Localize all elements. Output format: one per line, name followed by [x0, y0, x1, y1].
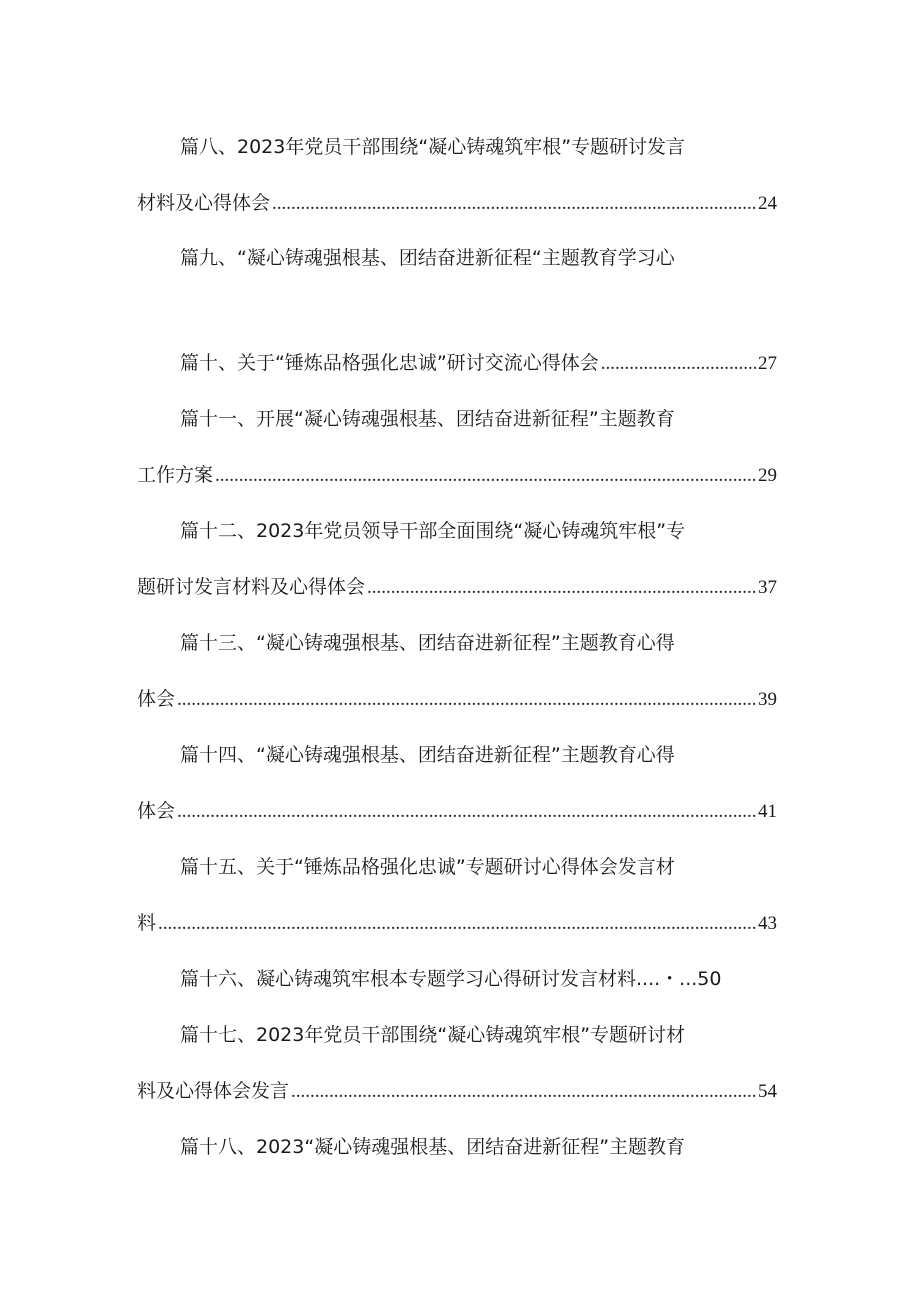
toc-leader-dots [601, 347, 756, 381]
toc-entry-17[interactable] [137, 1074, 777, 1108]
toc-line-14-title [180, 738, 777, 772]
toc-page-number: 41 [758, 801, 777, 822]
toc-leader-dots [367, 571, 756, 605]
toc-leader-dots [177, 795, 756, 829]
toc-page-number: 39 [758, 689, 777, 710]
toc-text: 篇十一、开展“凝心铸魂强根基、团结奋进新征程”主题教育 [180, 408, 675, 430]
toc-text: 体会 [137, 800, 176, 822]
toc-text: 篇十二、2023年党员领导干部全面围绕“凝心铸魂筑牢根”专 [180, 520, 686, 542]
toc-entry-9[interactable] [180, 241, 777, 275]
toc-leader-dots [158, 907, 756, 941]
toc-line-17-title [180, 1018, 777, 1052]
toc-text: 篇十四、“凝心铸魂强根基、团结奋进新征程”主题教育心得 [180, 744, 675, 766]
toc-entry-18[interactable] [180, 1130, 777, 1164]
toc-text: 篇十三、“凝心铸魂强根基、团结奋进新征程”主题教育心得 [180, 632, 675, 654]
toc-text: 料及心得体会发言 [137, 1080, 290, 1102]
toc-entry-8[interactable] [137, 186, 777, 220]
toc-page-number: 43 [758, 913, 777, 934]
toc-line-12-title [180, 514, 777, 548]
toc-text: 篇十、关于“锤炼品格强化忠诚”研讨交流心得体会 [180, 352, 599, 374]
toc-text: 篇八、2023年党员干部围绕“凝心铸魂筑牢根”专题研讨发言 [180, 136, 686, 158]
toc-text: 篇九、“凝心铸魂强根基、团结奋进新征程“主题教育学习心 [180, 247, 675, 269]
toc-line-8-title [180, 130, 777, 164]
toc-leader-dots [215, 459, 756, 493]
toc-entry-13[interactable] [137, 682, 777, 716]
toc-entry-15[interactable] [137, 906, 777, 940]
toc-text: 题研讨发言材料及心得体会 [137, 576, 366, 598]
toc-line-11-title [180, 402, 777, 436]
toc-text: 料 [137, 912, 157, 934]
toc-leader-dots [177, 683, 756, 717]
toc-page-number: 29 [758, 465, 777, 486]
toc-page-number: 24 [758, 193, 777, 214]
toc-page-number: 27 [758, 353, 777, 374]
toc-leader-dots [272, 187, 756, 221]
toc-entry-10[interactable] [180, 346, 777, 380]
toc-text: 篇十六、凝心铸魂筑牢根本专题学习心得研讨发言材料....・...50 [180, 968, 722, 990]
toc-text: 材料及心得体会 [137, 192, 271, 214]
toc-page-number: 54 [758, 1081, 777, 1102]
toc-entry-12[interactable] [137, 570, 777, 604]
toc-text: 篇十五、关于“锤炼品格强化忠诚”专题研讨心得体会发言材 [180, 856, 675, 878]
toc-text: 体会 [137, 688, 176, 710]
toc-line-15-title [180, 850, 777, 884]
toc-leader-dots [291, 1075, 756, 1109]
toc-entry-11[interactable] [137, 458, 777, 492]
toc-page-number: 37 [758, 577, 777, 598]
toc-text: 篇十七、2023年党员干部围绕“凝心铸魂筑牢根”专题研讨材 [180, 1024, 686, 1046]
toc-text: 工作方案 [137, 464, 214, 486]
toc-line-13-title [180, 626, 777, 660]
toc-entry-14[interactable] [137, 794, 777, 828]
toc-entry-16[interactable] [180, 962, 777, 996]
toc-text: 篇十八、2023“凝心铸魂强根基、团结奋进新征程”主题教育 [180, 1136, 686, 1158]
